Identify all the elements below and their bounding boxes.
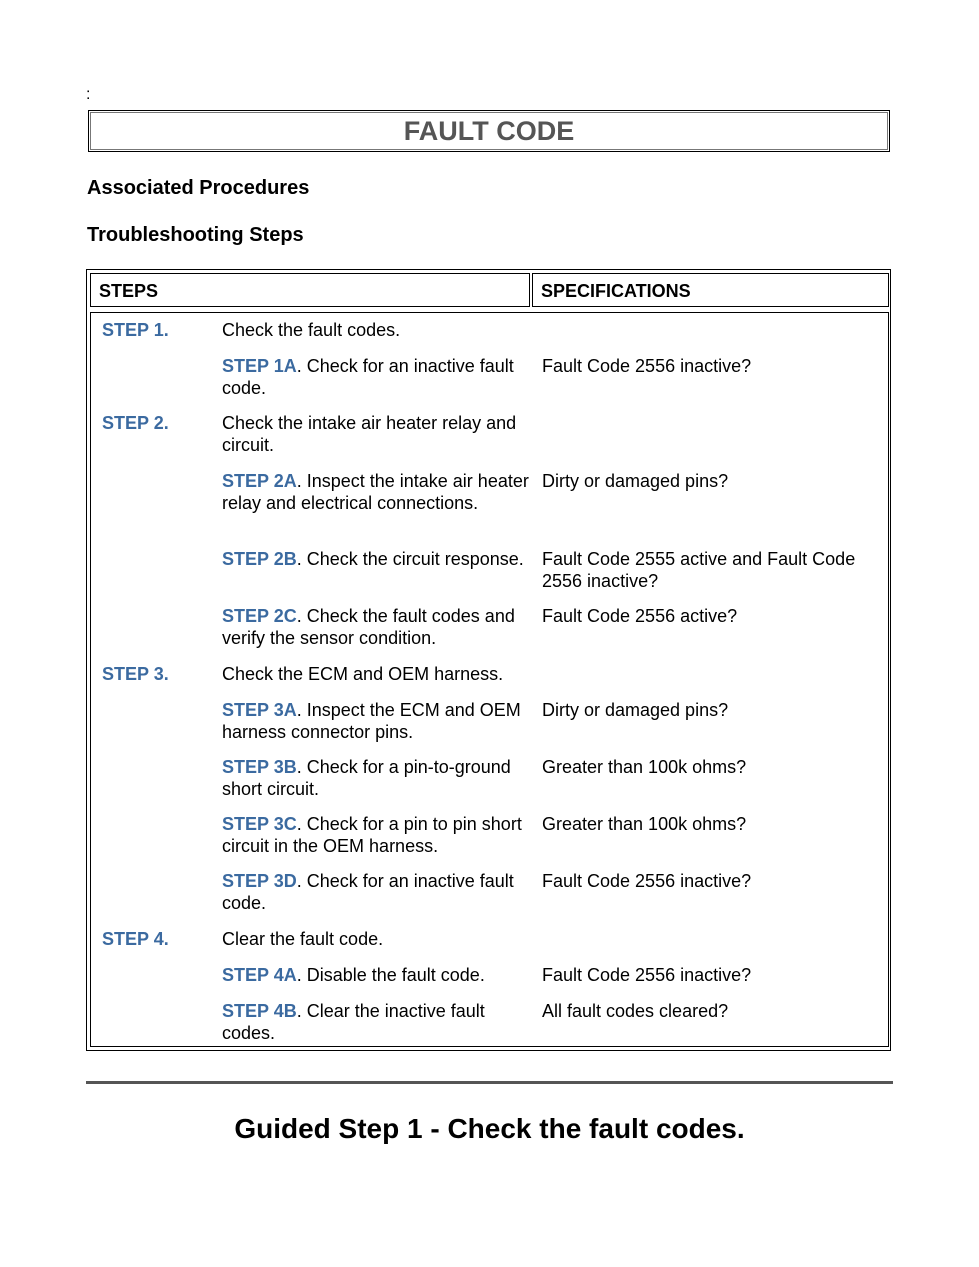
step-3d-description: . Check for an inactive fault code. xyxy=(222,871,514,913)
step-4a-label[interactable]: STEP 4A xyxy=(222,965,297,985)
step-2c-description: . Check the fault codes and verify the sensor condition. xyxy=(222,606,515,648)
step-3a-spec: Dirty or damaged pins? xyxy=(542,700,729,720)
step-3a-label[interactable]: STEP 3A xyxy=(222,700,297,720)
step-2a-description: . Inspect the intake air heater relay and electrical connections. xyxy=(222,471,529,513)
step-4a-text xyxy=(222,964,542,986)
step-3c-spec: Greater than 100k ohms? xyxy=(542,814,747,834)
associated-procedures-heading: Associated Procedures xyxy=(87,177,310,199)
step-2a-spec: Dirty or damaged pins? xyxy=(542,471,729,491)
top-colon-mark: : xyxy=(86,86,91,103)
step-3b-text xyxy=(222,756,532,800)
step-1a-description: . Check for an inactive fault code. xyxy=(222,356,514,398)
step-3d-text xyxy=(222,870,532,914)
step-4a-description: . Disable the fault code. xyxy=(296,965,485,985)
section-divider xyxy=(86,1081,893,1084)
page-title: FAULT CODE xyxy=(403,115,575,146)
step-3-text: Check the ECM and OEM harness. xyxy=(222,664,504,684)
step-1a-spec: Fault Code 2556 inactive? xyxy=(542,356,752,376)
step-3b-spec: Greater than 100k ohms? xyxy=(542,757,747,777)
step-3d-spec: Fault Code 2556 inactive? xyxy=(542,871,752,891)
specifications-column-header: SPECIFICATIONS xyxy=(532,273,889,307)
step-3c-description: . Check for a pin to pin short circuit in the OEM harness. xyxy=(222,814,522,856)
step-3c-label[interactable]: STEP 3C xyxy=(222,814,297,834)
step-4b-description: . Clear the inactive fault codes. xyxy=(222,1001,485,1043)
title-box xyxy=(88,110,890,152)
step-3a-text xyxy=(222,699,532,743)
step-3a-description: . Inspect the ECM and OEM harness connector pins. xyxy=(222,700,521,742)
step-1a-text xyxy=(222,355,532,399)
step-3-label[interactable]: STEP 3. xyxy=(102,664,169,684)
step-4b-spec: All fault codes cleared? xyxy=(542,1001,729,1021)
troubleshooting-table xyxy=(86,269,891,1051)
step-2a-label[interactable]: STEP 2A xyxy=(222,471,297,491)
step-3d-label[interactable]: STEP 3D xyxy=(222,871,297,891)
step-2-text: Check the intake air heater relay and circuit. xyxy=(222,413,517,455)
step-3b-description: . Check for a pin-to-ground short circuit. xyxy=(222,757,511,799)
step-3c-text xyxy=(222,813,532,857)
guided-step-heading: Guided Step 1 - Check the fault codes. xyxy=(234,1113,745,1144)
step-2b-text xyxy=(222,548,532,570)
step-2-label[interactable]: STEP 2. xyxy=(102,413,169,433)
step-4-text: Clear the fault code. xyxy=(222,929,384,949)
troubleshooting-steps-heading: Troubleshooting Steps xyxy=(87,224,304,246)
step-4-label[interactable]: STEP 4. xyxy=(102,929,169,949)
step-4b-text xyxy=(222,1000,532,1044)
step-4a-spec: Fault Code 2556 inactive? xyxy=(542,965,752,985)
step-1-text: Check the fault codes. xyxy=(222,320,401,340)
step-2b-description: . Check the circuit response. xyxy=(296,549,524,569)
table-body xyxy=(90,312,889,1047)
step-2a-text xyxy=(222,470,532,514)
step-2b-spec: Fault Code 2555 active and Fault Code 2556 inactive? xyxy=(542,549,856,591)
step-4b-label[interactable]: STEP 4B xyxy=(222,1001,297,1021)
step-1-label[interactable]: STEP 1. xyxy=(102,320,169,340)
step-2c-spec: Fault Code 2556 active? xyxy=(542,606,738,626)
step-3b-label[interactable]: STEP 3B xyxy=(222,757,297,777)
step-2c-label[interactable]: STEP 2C xyxy=(222,606,297,626)
step-2c-text xyxy=(222,605,532,649)
steps-column-header: STEPS xyxy=(90,273,530,307)
step-1a-label[interactable]: STEP 1A xyxy=(222,356,297,376)
step-2b-label[interactable]: STEP 2B xyxy=(222,549,297,569)
